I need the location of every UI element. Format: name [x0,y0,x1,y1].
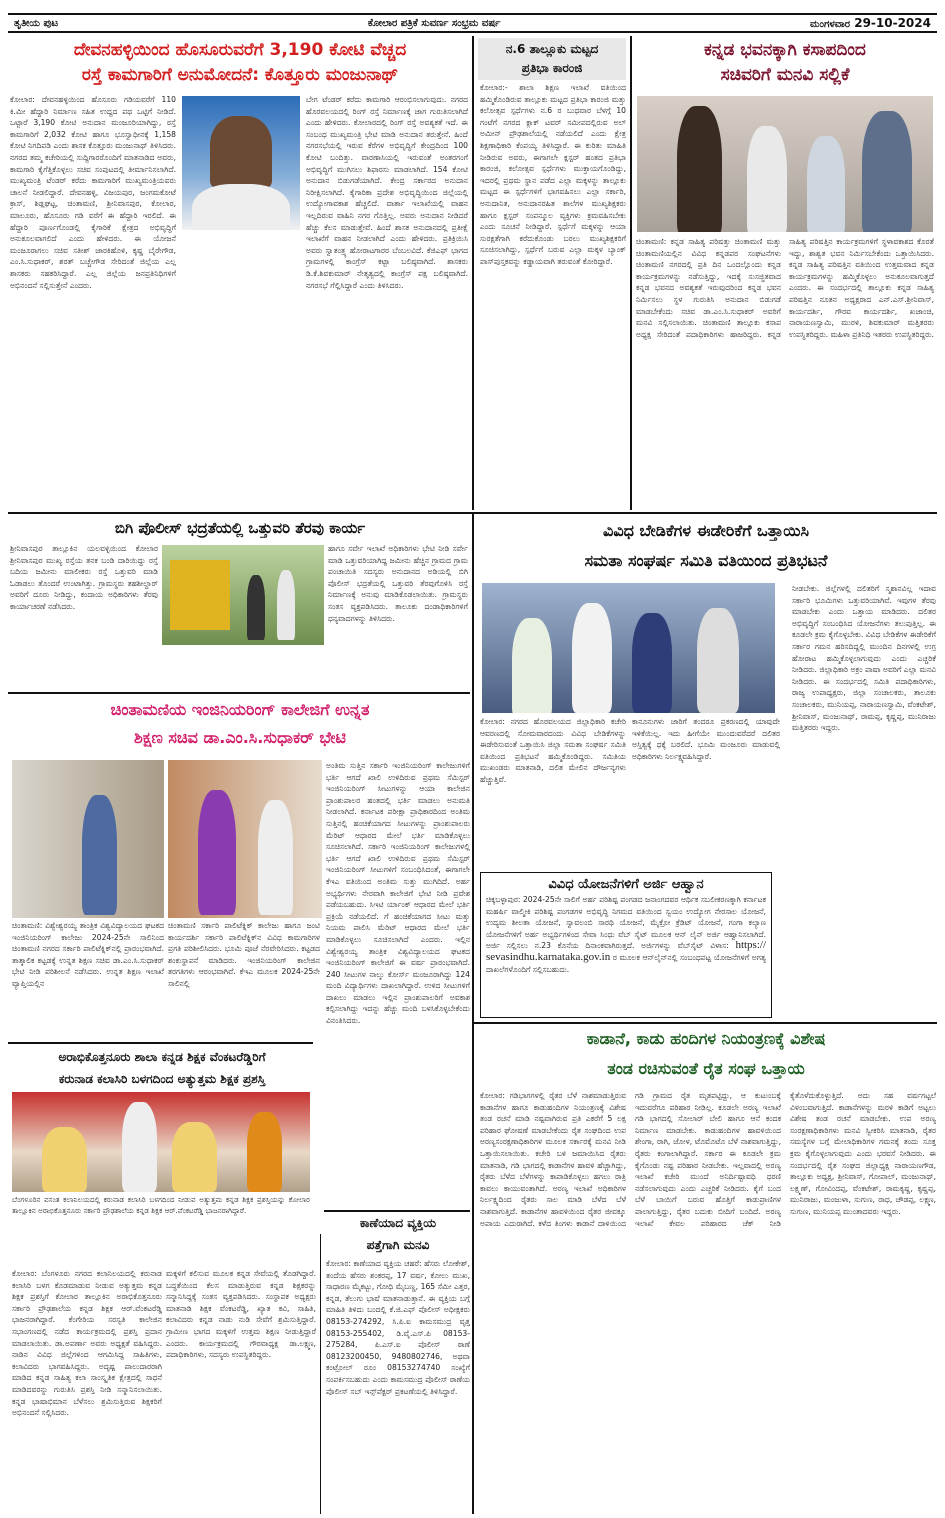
url-link[interactable]: https:// sevasindhu.karnataka.gov.in [486,939,766,963]
notice-headline: ವಿವಿಧ ಯೋಜನೆಗಳಿಗೆ ಅರ್ಜಿ ಆಹ್ವಾನ [548,877,704,892]
page-header [8,13,937,33]
news-photo [162,545,324,645]
portrait-photo [182,96,300,230]
article-body: ಶ್ರೀನಿವಾಸಪುರ ತಾಲ್ಲೂಕಿನ ಯಲವಳ್ಳಿಯಿಂದ ಕೋಲಾರ ಶ್ರೀನಿವಾಸಪುರ ಮುಖ್ಯ ರಸ್ತೆಯ ತನಕ ಬಂಡಿ ದಾರಿಯಿದ್ದು ರಸ್ತೆ ಬದಿಯ ಜಮೀನು ಮಾಲೀಕರು ರಸ್ತೆ ಒತ್ತುವರಿ ಮಾಡಿ ಓಡಾಡಲು ತೊಂದರೆ ಉಂಟಾಗಿತ್ತು. ಗ್ರಾಮಸ್ಥರು ತಹಶೀಲ್ದಾರ್ ಅವರಿಗೆ ದೂರು ನೀಡಿದ್ದು, ಕಂದಾಯ ಅಧಿಕಾರಿಗಳು ತೆರವು ಕಾರ್ಯಾಚರಣೆ ನಡೆಸಿದರು. [10,544,158,611]
divider [8,1042,313,1044]
date [810,16,931,30]
article-headline: ದೇವನಹಳ್ಳಿಯಿಂದ ಹೊಸೂರುವರೆಗೆ 3,190 ಕೋಟಿ ವೆಚ್ಚದ ರಸ್ತೆ ಕಾಮಗಾರಿಗೆ ಅನುಮೋದನೆ: ಕೊತ್ತೂರು ಮಂಜುನಾಥ್ [73,40,407,85]
article-body: ಕೋಲಾರ: ನಗರದ ಹೊರವಲಯದ ಜಿಲ್ಲಾಧಿಕಾರಿ ಕಚೇರಿ ಆವರಣದಲ್ಲಿ ಸೋಮವಾರದಂದು ವಿವಿಧ ಬೇಡಿಕೆಗಳನ್ನು ಈಡೇರಿಸುವಂತೆ ಒತ್ತಾಯಿಸಿ ಜಿಲ್ಲಾ ಸಮತಾ ಸಂಘರ್ಷ ಸಮಿತಿ ವತಿಯಿಂದ ಪ್ರತಿಭಟನೆ ಹಮ್ಮಿಕೊಂಡಿದ್ದರು. ಸಮಿತಿಯ ಮುಖಂಡರು ಮಾತನಾಡಿ, ದಲಿತ ಮೇಲಿನ ದೌರ್ಜನ್ಯಗಳು ಹೆಚ್ಚುತ್ತಿವೆ. [480,717,626,784]
article-headline: ಕಾಡಾನೆ, ಕಾಡು ಹಂದಿಗಳ ನಿಯಂತ್ರಣಕ್ಕೆ ವಿಶೇಷ ತಂಡ ರಚಿಸುವಂತೆ ರೈತ ಸಂಘ ಒತ್ತಾಯ [586,1029,826,1078]
article-body: ಚಿಂತಾಮಣಿ: ವಿಶ್ವೇಶ್ವರಯ್ಯ ತಾಂತ್ರಿಕ ವಿಶ್ವವಿದ್ಯಾಲಯದ ಘಟಕದ ಇಂಜಿನಿಯರಿಂಗ್ ಕಾಲೇಜು 2024-25ನೇ ಸಾಲಿನಿಂದ ಚಿಂತಾಮಣಿ ನಗರದ ಸರ್ಕಾರಿ ಪಾಲಿಟೆಕ್ನಿಕ್‌ನಲ್ಲಿ ಪ್ರಾರಂಭವಾಗಿದೆ. ತಾತ್ಕಾಲಿಕ ಕಟ್ಟಡಕ್ಕೆ ಉನ್ನತ ಶಿಕ್ಷಣ ಸಚಿವ ಡಾ.ಎಂ.ಸಿ.ಸುಧಾಕರ್ ಭೇಟಿ ನೀಡಿ ಪರಿಶೀಲನೆ ನಡೆಸಿದರು. ಉನ್ನತ ಶಿಕ್ಷಣ ಇಲಾಖೆ ವ್ಯಾಪ್ತಿಯಲ್ಲಿನ [12,921,164,988]
divider [472,514,474,1514]
date-value: 29-10-2024 [854,16,931,30]
news-photo [637,96,933,232]
article-body: ಕೋಲಾರ: ದೇವನಹಳ್ಳಿಯಿಂದ ಹೊಸೂರು ಗಡಿಯವರೆಗೆ 110 ಕಿ.ಮೀ ಹೆದ್ದಾರಿ ನಿರ್ಮಾಣ ಸಹಿತ ಉದ್ದದ ಪಥ ಒಟ್ಟಿಗೆ ನೀಡಿದೆ. ಒಟ್ಟಾರೆ 3,190 ಕೋಟಿ ಅನುದಾನ ಮಂಜೂರಿಯಾಗಿದ್ದು, ರಸ್ತೆ ಕಾಮಗಾರಿಗೆ 2,032 ಕೋಟಿ ಹಾಗೂ ಭೂಸ್ವಾಧೀನಕ್ಕೆ 1,158 ಕೋಟಿ ನಿಗದಿಪಡಿ ಎಂದು ಶಾಸಕ ಕೊತ್ತೂರು ಮಂಜುನಾಥ್ ತಿಳಿಸಿದರು. ನಗರದ ತಮ್ಮ ಕಚೇರಿಯಲ್ಲಿ ಸುದ್ದಿಗಾರರೊಂದಿಗೆ ಮಾತನಾಡಿದ ಅವರು, ಕಾಮಗಾರಿ ಕೈಗೆತ್ತಿಕೊಳ್ಳಲು ಸಚಿವ ಸಂಪುಟದಲ್ಲಿ ತೀರ್ಮಾನಿಸಲಾಗಿದೆ. ಮುಖ್ಯಮಂತ್ರಿ ಟೆಂಡರ್ ಕರೆದು ಕಾಮಗಾರಿಗೆ ಮುಖ್ಯಮಂತ್ರಿಯವರು ಚಾಲನೆ ನೀಡಲಿದ್ದಾರೆ. ದೇವನಹಳ್ಳಿ, ವಿಜಯಪುರ, ಜಂಗಮಕೋಟೆ ಕ್ರಾಸ್, ಶಿಡ್ಲಘಟ್ಟ, ಚಿಂತಾಮಣಿ, ಶ್ರೀನಿವಾಸಪುರ, ಕೋಲಾರ, ಮಾಲೂರು, ಹೊಸೂರು ಗಡಿ ವರೆಗೆ ಈ ಹೆದ್ದಾರಿ ಇರಲಿದೆ. ಈ ಹೆದ್ದಾರಿ ಪೂರ್ಣಗೊಂಡಲ್ಲಿ ಕೈಗಾರಿಕೆ ಕ್ಷೇತ್ರದ ಅಭಿವೃದ್ಧಿಗೆ ಅನುಕೂಲವಾಗಲಿದೆ ಎಂದು ಹೇಳಿದರು. ಈ ಯೋಜನೆ ಮಂಜೂರಾಗಲು ಸಚಿವ ಸತೀಶ್ ಜಾರಕಿಹೊಳಿ, ಕೃಷ್ಣ ಬೈರೇಗೌಡ, ಎಂ.ಸಿ.ಸುಧಾಕರ್, ಶರತ್ ಬಚ್ಚೇಗೌಡ ಸೇರಿದಂತೆ ಜಿಲ್ಲೆಯ ಎಲ್ಲ ಶಾಸಕರು ಸಹಕರಿಸಿದ್ದಾರೆ. ಎಲ್ಲ ಜಿಲ್ಲೆಯ ಜನಪ್ರತಿನಿಧಿಗಳಿಗೆ ಅಭಿನಂದನೆ ಸಲ್ಲಿಸುತ್ತೇನೆ ಎಂದರು. [10,95,176,290]
article-body: ಮಕ್ಕಳಿಗೆ ಕಲಿಸುವ ಮೂಲಕ ಕನ್ನಡ ಸೇವೆಯಲ್ಲಿ ತೊಡಗಿದ್ದಾರೆ. ಬದ್ಧತೆಯಿಂದ ಕೆಲಸ ಮಾಡುತ್ತಿರುವ ಕನ್ನಡ ಶಿಕ್ಷಕರನ್ನು ಸನ್ಮಾನಿಸಿದ್ದಕ್ಕೆ ಸಂತಸ ವ್ಯಕ್ತಪಡಿಸಿದರು. ಸಂಸ್ಥಾಪಕ ಅಧ್ಯಕ್ಷರು ಮಾತನಾಡಿ ಶಿಕ್ಷಕ ವೆಂಕಟರೆಡ್ಡಿ, ಖ್ಯಾತ ಕವಿ, ಸಾಹಿತಿ, ಕಲಾವಿದರು ಕನ್ನಡ ನಾಡು ನುಡಿ ಸೇವೆಗೆ ಶ್ರಮಿಸುತ್ತಿದ್ದಾರೆ. ಗ್ರಾಮೀಣ ಭಾಗದ ಮಕ್ಕಳಿಗೆ ಉತ್ತಮ ಶಿಕ್ಷಣ ನೀಡುತ್ತಿದ್ದಾರೆ ಎಂದರು. ಕಾರ್ಯಕ್ರಮದಲ್ಲಿ ಗೌರವಾಧ್ಯಕ್ಷ ಡಾ.ಲಕ್ಷ್ಮಣ, ಪದಾಧಿಕಾರಿಗಳು, ಸದಸ್ಯರು ಉಪಸ್ಥಿತರಿದ್ದರು. [166,1269,316,1360]
article-body: ಹಾಗೂ ಸರ್ವೇ ಇಲಾಖೆ ಅಧಿಕಾರಿಗಳು ಭೇಟಿ ನೀಡಿ ಸರ್ವೇ ಮಾಡಿ ಒತ್ತುವರಿಯಾಗಿದ್ದ ಜಮೀನು ಹೆಚ್ಚಿನ ಗ್ರಾಮದ ಗ್ರಾಮ ಪಂಚಾಯಿತಿ ಸದಸ್ಯರು ಅನುದಾನದ ಅಡಿಯಲ್ಲಿ ಬಿಗಿ ಪೊಲೀಸ್ ಭದ್ರತೆಯಲ್ಲಿ ಒತ್ತುವರಿ ತೆರವುಗೊಳಿಸಿ ರಸ್ತೆ ನಿರ್ಮಾಣಕ್ಕೆ ಅನುವು ಮಾಡಿಕೊಡಲಾಯಿತು. ಗ್ರಾಮಸ್ಥರು ಸಂತಸ ವ್ಯಕ್ತಪಡಿಸಿದರು. ತಾಲೂಕು ದಂಡಾಧಿಕಾರಿಗಳಿಗೆ ಧನ್ಯವಾದಗಳನ್ನು ತಿಳಿಸಿದರು. [328,544,468,623]
news-photo [168,760,322,918]
day: ಮಂಗಳವಾರ [810,19,851,30]
article-headline: ಚಿಂತಾಮಣಿಯ ಇಂಜಿನಿಯರಿಂಗ್ ಕಾಲೇಜಿಗೆ ಉನ್ನತ ಶಿಕ್ಷಣ ಸಚಿವ ಡಾ.ಎಂ.ಸಿ.ಸುಧಾಕರ್ ಭೇಟಿ [110,700,370,747]
article-body: ಅಂತಿಮ ಸುತ್ತಿನ ಸರ್ಕಾರಿ ಇಂಜಿನಿಯರಿಂಗ್ ಕಾಲೇಜುಗಳಿಗೆ ಭರ್ತಿ ಆಗದೆ ಖಾಲಿ ಉಳಿದಿರುವ ಪ್ರಥಮ ಸೆಮಿಸ್ಟರ್ ಇಂಜಿನಿಯರಿಂಗ್ ಸೀಟುಗಳನ್ನು ಆಯಾ ಕಾಲೇಜಿನ ಪ್ರಾಂಶುಪಾಲರ ಹಂತದಲ್ಲಿ ಭರ್ತಿ ಮಾಡಲು ಅನುಮತಿ ನೀಡಲಾಗಿದೆ. ಕರ್ನಾಟಕ ಪರೀಕ್ಷಾ ಪ್ರಾಧಿಕಾರದಿಂದ ಅಂತಿಮ ಸುತ್ತಿನಲ್ಲಿ ಹಂಚಿಕೆಯಾಗದ ಸೀಟುಗಳನ್ನು ಪ್ರಾಂಶುಪಾಲರು ಮೆರಿಟ್ ಆಧಾರದ ಮೇಲೆ ಭರ್ತಿ ಮಾಡಿಕೊಳ್ಳಲು ಸೂಚಿಸಲಾಗಿದೆ. ಸರ್ಕಾರಿ ಇಂಜಿನಿಯರಿಂಗ್ ಕಾಲೇಜುಗಳಲ್ಲಿ ಭರ್ತಿ ಆಗದೆ ಖಾಲಿ ಉಳಿದಿರುವ ಪ್ರಥಮ ಸೆಮಿಸ್ಟರ್ ಇಂಜಿನಿಯರಿಂಗ್ ಸೀಟುಗಳಿಗೆ ಸಂಬಂಧಿಸಿದಂತೆ, ಈಗಾಗಲೇ ಕೆಇಎ ವತಿಯಿಂದ ಅಂತಿಮ ಸುತ್ತು ಮುಗಿದಿದೆ. ಅರ್ಹ ಅಭ್ಯರ್ಥಿಗಳು ನೇರವಾಗಿ ಕಾಲೇಜಿಗೆ ಭೇಟಿ ನೀಡಿ ಪ್ರವೇಶ ಪಡೆಯಬಹುದು. ಸಿಇಟಿ ರ್ಯಾಂಕ್ ಆಧಾರದ ಮೇಲೆ ಭರ್ತಿ ಪ್ರಕ್ರಿಯೆ ನಡೆಯಲಿದೆ. ಗೆ ಹಂಚಿಕೆಯಾಗದ ಸೀಟು ಮತ್ತು ನಿಯಮ ಪಾಲಿಸಿ ಮೆರಿಟ್ ಆಧಾರದ ಮೇಲೆ ಭರ್ತಿ ಮಾಡಿಕೊಳ್ಳಲು ಸೂಚಿಸಲಾಗಿದೆ ಎಂದರು. ಇಲ್ಲಿನ ವಿಶ್ವೇಶ್ವರಯ್ಯ ತಾಂತ್ರಿಕ ವಿಶ್ವವಿದ್ಯಾಲಯದ ಘಟಕದ ಇಂಜಿನಿಯರಿಂಗ್ ಕಾಲೇಜಿಗೆ ಈ ವರ್ಷ ಪ್ರಾರಂಭವಾಗಿದೆ. 240 ಸೀಟುಗಳ ನಾಲ್ಕು ಕೋರ್ಸ್ ಮಂಜೂರಾಗಿದ್ದು 124 ಮಂದಿ ವಿದ್ಯಾರ್ಥಿಗಳು ದಾಖಲಾಗಿದ್ದಾರೆ. ಉಳಿದ ಸೀಟುಗಳಿಗೆ ದಾಖಲು ಮಾಡಲು ಇಲ್ಲಿನ ಪ್ರಾಂಶುಪಾಲರಿಗೆ ಅವಕಾಶ ಕಲ್ಪಿಸಲಾಗಿದ್ದು ಇದನ್ನು ಹೆಚ್ಚು ಮಂದಿ ಬಳಸಿಕೊಳ್ಳಬೇಕೆಂದು ವಿನಂತಿಸಿದರು. [326,761,470,1026]
divider [320,1234,321,1514]
article-headline: ಬಿಗಿ ಪೊಲೀಸ್ ಭದ್ರತೆಯಲ್ಲಿ ಒತ್ತುವರಿ ತೆರವು ಕಾರ್ಯ [114,519,366,537]
article-body: ಚಿಂತಾಮಣಿ: ಕನ್ನಡ ಸಾಹಿತ್ಯ ಪರಿಷತ್ತು ಚಿಂತಾಮಣಿ ಮತ್ತು ಚಿಂತಾಮಣಿಯಲ್ಲಿನ ವಿವಿಧ ಕನ್ನಡಪರ ಸಂಘಟನೆಗಳು ಚಿಂತಾಮಣಿ ನಗರದಲ್ಲಿ ಪ್ರತಿ ದಿನ ಒಂದಲ್ಲೊಂದು ಕನ್ನಡ ಕಾರ್ಯಕ್ರಮಗಳನ್ನು ನಡೆಸುತ್ತಿದ್ದು, ಇದಕ್ಕೆ ಸುಸಜ್ಜಿತವಾದ ಕನ್ನಡ ಭವನದ ಅವಶ್ಯಕತೆ ಇರುವುದರಿಂದ ಕನ್ನಡ ಭವನ ನಿರ್ಮಿಸಲು ಸ್ಥಳ ಗುರುತಿಸಿ ಅನುದಾನ ಬಿಡುಗಡೆ ಮಾಡಬೇಕೆಂದು ಸಚಿವ ಡಾ.ಎಂ.ಸಿ.ಸುಧಾಕರ್ ಅವರಿಗೆ ಮನವಿ ಸಲ್ಲಿಸಲಾಯಿತು. ಚಿಂತಾಮಣಿ ತಾಲ್ಲೂಕು ಕಸಾಪ ಅಧ್ಯಕ್ಷ ಸೇರಿದಂತೆ ಪದಾಧಿಕಾರಿಗಳು ಹಾಜರಿದ್ದರು. ಕನ್ನಡ ಸಾಹಿತ್ಯ ಪರಿಷತ್ತಿನ ಕಾರ್ಯಕ್ರಮಗಳಿಗೆ ಸ್ಥಳಾವಕಾಶದ ಕೊರತೆ ಇದ್ದು, ಶಾಶ್ವತ ಭವನ ನಿರ್ಮಿಸಬೇಕೆಂದು ಒತ್ತಾಯಿಸಿದರು. ಕನ್ನಡ ಸಾಹಿತ್ಯ ಪರಿಷತ್ತಿನ ವತಿಯಿಂದ ಉತ್ತಮವಾದ ಕನ್ನಡ ಕಾರ್ಯಕ್ರಮಗಳನ್ನು ಹಮ್ಮಿಕೊಳ್ಳಲು ಅನುಕೂಲವಾಗುತ್ತದೆ ಎಂದರು. ಈ ಸಂದರ್ಭದಲ್ಲಿ ತಾಲ್ಲೂಕು ಕನ್ನಡ ಸಾಹಿತ್ಯ ಪರಿಷತ್ತಿನ ನೂತನ ಅಧ್ಯಕ್ಷರಾದ ಎನ್.ಎಸ್.ಶ್ರೀನಿವಾಸ್, ಕಾರ್ಯದರ್ಶಿ, ಗೌರವ ಕಾರ್ಯದರ್ಶಿ, ಖಜಾಂಚಿ, ನಾರಾಯಣಸ್ವಾಮಿ, ಮುರಳಿ, ಶಿವಕುಮಾರ್ ಮತ್ತಿತರರು ಉಪಸ್ಥಿತರಿದ್ದರು. ಮಹಿಳಾ ಪ್ರತಿನಿಧಿ ಇತರರು ಉಪಸ್ಥಿತರಿದ್ದರು. [636,237,934,339]
article-headline: ಕನ್ನಡ ಭವನಕ್ಕಾಗಿ ಕಸಾಪದಿಂದ ಸಚಿವರಿಗೆ ಮನವಿ ಸಲ್ಲಿಕೆ [704,40,866,85]
divider [472,36,474,510]
article-headline: ನ.6 ತಾಲ್ಲೂಕು ಮಟ್ಟದ ಪ್ರತಿಭಾ ಕಾರಂಜಿ [505,42,599,75]
article-headline: ಕಾಣೆಯಾದ ವ್ಯಕ್ತಿಯ ಪತ್ತೆಗಾಗಿ ಮನವಿ [359,1216,437,1252]
article-headline: ಅರಾಭಿಕೊತ್ತನೂರು ಶಾಲಾ ಕನ್ನಡ ಶಿಕ್ಷಕ ವೆಂಕಟರೆಡ್ಡಿರಿಗೆ ಕರುನಾಡ ಕಲಾಸಿರಿ ಬಳಗದಿಂದ ಅತ್ಯುತ್ತಮ ಶಿಕ್ಷಕ ಪ್ರಶಸ್ತಿ [58,1050,266,1086]
article-body: ಬೇಗ ಟೆಂಡರ್ ಕರೆದು ಕಾಮಗಾರಿ ಆರಂಭಿಸಲಾಗುವುದು. ನಗರದ ಹೊರವಲಯದಲ್ಲಿ ರಿಂಗ್ ರಸ್ತೆ ನಿರ್ಮಾಣಕ್ಕೆ ಜಾಗ ಗುರುತಿಸಲಾಗಿದೆ ಎಂದು ಹೇಳಿದರು. ಕೋಲಾರದಲ್ಲಿ ರಿಂಗ್ ರಸ್ತೆ ಅವಶ್ಯಕತೆ ಇದೆ. ಈ ಸಂಬಂಧ ಮುಖ್ಯಮಂತ್ರಿ ಭೇಟಿ ಮಾಡಿ ಅನುದಾನ ತರುತ್ತೇನೆ. ಹಿಂದೆ ನಗರಸಭೆಯಲ್ಲಿ ಇರುವ ಕೆರೆಗಳ ಅಭಿವೃದ್ಧಿಗೆ ಕೇಂದ್ರದಿಂದ 100 ಕೋಟಿ ಬಂದಿತ್ತು. ವಾರಣಾಸಿಯಲ್ಲಿ ಇರುವಂತೆ ಅಂತರಗಂಗೆ ಅಭಿವೃದ್ಧಿಗೆ ಮುಗಿಸಲು ಶಿಫಾರಸು ಮಾಡಲಾಗಿದೆ. 154 ಕೋಟಿ ಅನುದಾನ ಬಿಡುಗಡೆಯಾಗಿದೆ. ಕೇಂದ್ರ ಸರ್ಕಾರದ ಅನುದಾನ ನಿರೀಕ್ಷಿಸಲಾಗಿದೆ. ಕೈಗಾರಿಕಾ ಪ್ರದೇಶ ಅಭಿವೃದ್ಧಿಯಿಂದ ಜಿಲ್ಲೆಯಲ್ಲಿ ಉದ್ಯೋಗಾವಕಾಶ ಹೆಚ್ಚಲಿದೆ. ವಾರ್ತಾ ಇಲಾಖೆಯಲ್ಲಿ ವಾಹನ ಇಲ್ಲದಿರುವ ವಾಹಿನಿ ನಗರ ಗೊತ್ತಿಲ್ಲ. ಅವರು ಅನುದಾನ ನೀಡಿದರೆ ಹೆಚ್ಚು ಕೆಲಸ ಮಾಡುತ್ತೇವೆ. ಹಿಂದೆ ಶಾಸಕ ಅನುದಾನದಲ್ಲಿ ಪ್ರತೀಕ್ಷೆ ಇಲಾಖೆಗೆ ವಾಹನ ನೀಡಲಾಗಿದೆ ಎಂದು ಹೇಳಿದರು. ಪ್ರತಿಕ್ರಿಯಿಸಿ ಅವರು ಸ್ವಾತಂತ್ರ್ಯ ಹೋರಾಟಗಾರರ ಬೆಂಬಲವಿದೆ. ಕೆಜಿಎಫ್ ಭಾಗದ ಗ್ರಾಮಗಳಲ್ಲಿ ಕಾಂಗ್ರೆಸ್ ಕಟ್ಟಾ ಬಲಿಷ್ಠವಾಗಿದೆ. ಶಾಸಕರು ಡಿ.ಕೆ.ಶಿವಕುಮಾರ್ ನೇತೃತ್ವದಲ್ಲಿ ಕಾಂಗ್ರೆಸ್ ಪಕ್ಷ ಬಲಿಷ್ಠವಾಗಿದೆ. ನಗರಸಭೆ ಗೆಲ್ಲಿಸಿದ್ದಾರೆ ಎಂದು ತಿಳಿಸಿದರು. [306,95,468,290]
photo-caption: ಬೆಂಗಳೂರಿನ ವಸಂತ ಕಲಾನಿಲಯದಲ್ಲಿ ಕರುನಾಡ ಕಲಾಸಿರಿ ಬಳಗದಿಂದ ನೀಡುವ ಅತ್ಯುತ್ತಮ ಕನ್ನಡ ಶಿಕ್ಷಕ ಪ್ರಶಸ್ತಿಯನ್ನು ಕೋಲಾರ ತಾಲ್ಲೂಕಿನ ಅರಾಭಿಕೊತ್ತನೂರು ಸರ್ಕಾರಿ ಪ್ರೌಢಶಾಲೆಯ ಕನ್ನಡ ಶಿಕ್ಷಕ ಆರ್.ವೆಂಕಟರೆಡ್ಡಿ ಭಾಜನರಾಗಿದ್ದಾರೆ. [12,1195,310,1215]
article-headline: ವಿವಿಧ ಬೇಡಿಕೆಗಳ ಈಡೇರಿಕೆಗೆ ಒತ್ತಾಯಿಸಿ ಸಮತಾ ಸಂಘರ್ಷ ಸಮಿತಿ ವತಿಯಿಂದ ಪ್ರತಿಭಟನೆ [584,521,828,570]
article-body: ಕೋಲಾರ: ಗಡಿಭಾಗಗಳಲ್ಲಿ ರೈತರ ಬೆಳೆ ನಾಶಮಾಡುತ್ತಿರುವ ಕಾಡಾನೆಗಳ ಹಾಗೂ ಕಾಡುಹಂದಿಗಳ ನಿಯಂತ್ರಣಕ್ಕೆ ವಿಶೇಷ ತಂಡ ರಚನೆ ಮಾಡಿ ನಷ್ಟವಾಗಿರುವ ಪ್ರತಿ ಎಕರೆಗೆ 5 ಲಕ್ಷ ಪರಿಹಾರ ಘೋಷಣೆ ಮಾಡಬೇಕೆಂದು ರೈತ ಸಂಘದಿಂದ ಉಪ ಅರಣ್ಯಸಂರಕ್ಷಣಾಧಿಕಾರಿಗಳ ಮೂಲಕ ಸರ್ಕಾರಕ್ಕೆ ಮನವಿ ನೀಡಿ ಒತ್ತಾಯಿಸಲಾಯಿತು. ಕಚೇರಿ ಬಳಿ ಜಮಾಯಿಸಿದ ರೈತರು ಮಾತನಾಡಿ, ಗಡಿ ಭಾಗದಲ್ಲಿ ಕಾಡಾನೆಗಳ ಹಾವಳಿ ಹೆಚ್ಚಾಗಿದ್ದು, ರೈತರು ಬೆಳೆದ ಬೆಳೆಗಳನ್ನು ಕಾಪಾಡಿಕೊಳ್ಳಲು ಹಗಲು ರಾತ್ರಿ ಕಾವಲು ಕಾಯುವಂತಾಗಿದೆ. ಅರಣ್ಯ ಇಲಾಖೆ ಅಧಿಕಾರಿಗಳ ನಿರ್ಲಕ್ಷ್ಯದಿಂದ ರೈತರು ಸಾಲ ಮಾಡಿ ಬೆಳೆದ ಬೆಳೆ ನಾಶವಾಗುತ್ತಿದೆ. ಕಾಡಾನೆಗಳ ಹಾವಳಿಯಿಂದ ರೈತರ ಜೀವಕ್ಕೂ ಅಪಾಯ ಎದುರಾಗಿದೆ. ಕಳೆದ ತಿಂಗಳು ಕಾಡಾನೆ ದಾಳಿಯಿಂದ ಗಡಿ ಗ್ರಾಮದ ರೈತ ಮೃತಪಟ್ಟಿದ್ದು, ಆ ಕುಟುಂಬಕ್ಕೆ ಇದುವರೆಗೂ ಪರಿಹಾರ ನೀಡಿಲ್ಲ. ಕೂಡಲೇ ಅರಣ್ಯ ಇಲಾಖೆ ಗಡಿ ಭಾಗದಲ್ಲಿ ಸೋಲಾರ್ ಬೇಲಿ ಹಾಗೂ ಆನೆ ಕಂದಕ ನಿರ್ಮಾಣ ಮಾಡಬೇಕು. ಕಾಡುಹಂದಿಗಳ ಹಾವಳಿಯಿಂದ ಶೇಂಗಾ, ರಾಗಿ, ಜೋಳ, ಟೊಮೊಟೊ ಬೆಳೆ ನಾಶವಾಗುತ್ತಿದ್ದು, ರೈತರು ಕಂಗಾಲಾಗಿದ್ದಾರೆ. ಸರ್ಕಾರ ಈ ಕೂಡಲೇ ಕ್ರಮ ಕೈಗೊಂಡು ನಷ್ಟ ಪರಿಹಾರ ನೀಡಬೇಕು. ಇಲ್ಲವಾದಲ್ಲಿ ಅರಣ್ಯ ಇಲಾಖೆ ಕಚೇರಿ ಮುಂದೆ ಅನಿರ್ದಿಷ್ಟಾವಧಿ ಧರಣಿ ನಡೆಸಲಾಗುವುದು ಎಂದು ಎಚ್ಚರಿಕೆ ನೀಡಿದರು. ಕೈಗೆ ಬಂದ ಬೆಳೆ ಬಾಯಿಗೆ ಬರುವ ಹೊತ್ತಿಗೆ ಕಾಡುಪ್ರಾಣಿಗಳ ಪಾಲಾಗುತ್ತಿದ್ದು, ರೈತರ ಬದುಕು ಬೀದಿಗೆ ಬಂದಿದೆ. ಅರಣ್ಯ ಇಲಾಖೆ ಕೇವಲ ಪರಿಹಾರದ ಚೆಕ್ ನೀಡಿ ಕೈತೊಳೆದುಕೊಳ್ಳುತ್ತಿದೆ. ಅದು ಸಹ ವರ್ಷಗಟ್ಟಲೆ ವಿಳಂಬವಾಗುತ್ತಿದೆ. ಕಾಡಾನೆಗಳನ್ನು ಮರಳಿ ಕಾಡಿಗೆ ಅಟ್ಟಲು ವಿಶೇಷ ತಂಡ ರಚನೆ ಮಾಡಬೇಕು. ಉಪ ಅರಣ್ಯ ಸಂರಕ್ಷಣಾಧಿಕಾರಿಗಳು ಮನವಿ ಸ್ವೀಕರಿಸಿ ಮಾತನಾಡಿ, ರೈತರ ಸಮಸ್ಯೆಗಳ ಬಗ್ಗೆ ಮೇಲಾಧಿಕಾರಿಗಳ ಗಮನಕ್ಕೆ ತಂದು ಸೂಕ್ತ ಕ್ರಮ ಕೈಗೊಳ್ಳಲಾಗುವುದು ಎಂದು ಭರವಸೆ ನೀಡಿದರು. ಈ ಸಂದರ್ಭದಲ್ಲಿ ರೈತ ಸಂಘದ ಜಿಲ್ಲಾಧ್ಯಕ್ಷ ನಾರಾಯಣಗೌಡ, ತಾಲ್ಲೂಕು ಅಧ್ಯಕ್ಷ, ಶ್ರೀನಿವಾಸ್, ಗೋಪಾಲ್, ಮಂಜುನಾಥ್, ಲಕ್ಷ್ಮಣ್, ಗೋವಿಂದಪ್ಪ, ವೆಂಕಟೇಶ್, ರಾಮಕೃಷ್ಣ, ಕೃಷ್ಣಪ್ಪ, ಮುನಿರಾಜು, ಮಂಜುಳಾ, ಸುಗುಣ, ರಾಧ, ಚೌಡಪ್ಪ, ಲಕ್ಷ್ಮಣ, ಸುಗುಣ, ಮುನಿಯಪ್ಪ ಮುಂತಾದವರು ಇದ್ದರು. [480,1091,936,1228]
article-body: ಚಿಂತಾಮಣಿ ಸರ್ಕಾರಿ ಪಾಲಿಟೆಕ್ನಿಕ್ ಕಾಲೇಜು ಹಾಗೂ ಜಂಟಿ ಕಾರ್ಯದರ್ಶಿ ಸರ್ಕಾರಿ ಪಾಲಿಟೆಕ್ನಿಕ್‌ನ ವಿವಿಧ ಕಾಮಗಾರಿಗಳ ಪ್ರಗತಿ ಪರಿಶೀಲಿಸಿದರು. ಭೂಮಿ ಪೂಜೆ ನೆರವೇರಿಸಿದರು. ಕಟ್ಟಡದ ಶಂಕುಸ್ಥಾಪನೆ ಮಾಡಿದರು. ಇಂಜಿನಿಯರಿಂಗ್ ಕಾಲೇಜಿನ ತರಗತಿಗಳು ಆರಂಭವಾಗಿವೆ. ಕೆಇಎ ಮೂಲಕ 2024-25ನೇ ಸಾಲಿನಲ್ಲಿ [168,921,320,988]
notice-box: ವಿವಿಧ ಯೋಜನೆಗಳಿಗೆ ಅರ್ಜಿ ಆಹ್ವಾನ ಚಿಕ್ಕಬಳ್ಳಾಪುರ: 2024-25ನೇ ಸಾಲಿಗೆ ಅರ್ಹ ಪರಿಶಿಷ್ಟ ಪಂಗಡದ ಜನಾಂಗದವರ ಆರ್ಥಿಕ ಸಬಲೀಕರಣಕ್ಕಾಗಿ ಕರ್ನಾಟಕ ಮಹರ್ಷಿ ವಾಲ್ಮೀಕಿ ಪರಿಶಿಷ್ಟ ಪಂಗಡಗಳ ಅಭಿವೃದ್ಧಿ ನಿಗಮದ ವತಿಯಿಂದ ಸ್ವಯಂ ಉದ್ಯೋಗ ನೇರಸಾಲ ಯೋಜನೆ, ಉದ್ಯಮ ಶೀಲತಾ ಯೋಜನೆ, ಸ್ವಾವಲಂಬಿ ಸಾರಥಿ ಯೋಜನೆ, ಮೈಕ್ರೋ ಕ್ರೆಡಿಟ್ ಯೋಜನೆ, ಗಂಗಾ ಕಲ್ಯಾಣ ಯೋಜನೆಗಳಿಗೆ ಅರ್ಹ ಅಭ್ಯರ್ಥಿಗಳಿಂದ ಸೇವಾ ಸಿಂಧು ವೆಬ್ ಸೈಟ್ ಮೂಲಕ ಆನ್ ಲೈನ್ ಅರ್ಜಿ ಆಹ್ವಾನಿಸಲಾಗಿದೆ. ಅರ್ಜಿ ಸಲ್ಲಿಸಲು ನ.23 ಕೊನೆಯ ದಿನಾಂಕವಾಗಿರುತ್ತದೆ. ಅರ್ಜಿಗಳನ್ನು ವೆಬ್‌ಸೈಟ್ ವಿಳಾಸ: https:// sevasindhu.karnataka.gov.in ರ ಮೂಲಕ ಆನ್‌ಲೈನ್‌ನಲ್ಲಿ ಸಂಬಂಧಪಟ್ಟ ಯೋಜನೆಗಳಿಗೆ ಅಗತ್ಯ ದಾಖಲೆಗಳೊಂದಿಗೆ ಸಲ್ಲಿಸಬಹುದು. [480,872,772,1018]
article-body: ಕೋಲಾರ:- ಶಾಲಾ ಶಿಕ್ಷಣ ಇಲಾಖೆ ವತಿಯಿಂದ ಹಮ್ಮಿಕೊಂಡಿರುವ ತಾಲ್ಲೂಕು ಮಟ್ಟದ ಪ್ರತಿಭಾ ಕಾರಂಜಿ ಮತ್ತು ಕಲೋತ್ಸವ ಸ್ಪರ್ಧೆಗಳು ನ.6 ರ ಬುಧವಾರ ಬೆಳಗ್ಗೆ 10 ಗಂಟೆಗೆ ನಗರದ ಕ್ಲಾಕ್ ಟವರ್ ಸಮೀಪದಲ್ಲಿರುವ ಅಲ್ ಅಮೀನ್ ಪ್ರೌಢಶಾಲೆಯಲ್ಲಿ ನಡೆಯಲಿದೆ ಎಂದು ಕ್ಷೇತ್ರ ಶಿಕ್ಷಣಾಧಿಕಾರಿ ಕೆಂಪಯ್ಯ ತಿಳಿಸಿದ್ದಾರೆ. ಈ ಕುರಿತು ಮಾಹಿತಿ ನೀಡಿರುವ ಅವರು, ಈಗಾಗಲೇ ಕ್ಲಸ್ಟರ್ ಹಂತದ ಪ್ರತಿಭಾ ಕಾರಂಜಿ, ಕಲೋತ್ಸವ ಸ್ಪರ್ಧೆಗಳು ಮುಕ್ತಾಯಗೊಂಡಿದ್ದು, ಇದರಲ್ಲಿ ಪ್ರಥಮ ಸ್ಥಾನ ಪಡೆದ ಎಲ್ಲಾ ಮಕ್ಕಳನ್ನು ತಾಲ್ಲೂಕು ಮಟ್ಟದ ಈ ಸ್ಪರ್ಧೆಗಳಿಗೆ ಭಾಗವಹಿಸಲು ಎಲ್ಲಾ ಸರ್ಕಾರಿ, ಅನುದಾನಿತ, ಅನುದಾನರಹಿತ ಶಾಲೆಗಳ ಮುಖ್ಯಶಿಕ್ಷಕರು ಹಾಗೂ ಕ್ಲಸ್ಟರ್ ಸಂಪನ್ಮೂಲ ವ್ಯಕ್ತಿಗಳು ಕ್ರಮವಹಿಸಬೇಕು ಎಂದು ಸೂಚನೆ ನೀಡಿದ್ದಾರೆ. ಸ್ಪರ್ಧೆಗೆ ಮಕ್ಕಳನ್ನು ಆಯಾ ಸುರಕ್ಷತೆಗಾಗಿ ಕರೆದುಕೊಂಡು ಬರಲು ಮುಖ್ಯಶಿಕ್ಷಕರಿಗೆ ಸೂಚಿಸಲಾಗಿದ್ದು, ಸ್ಪರ್ಧೆಗೆ ಬರುವ ಎಲ್ಲಾ ಮಕ್ಕಳ ಬ್ಯಾಂಕ್ ಪಾಸ್‌ಪುಸ್ತಕವನ್ನು ಕಡ್ಡಾಯವಾಗಿ ತರುವಂತೆ ಕೋರಿದ್ದಾರೆ. [480,83,626,266]
article-body: ನೀಡಬೇಕು. ಜಿಲ್ಲೆಗಳಲ್ಲಿ ದಲಿತರಿಗೆ ಸ್ಮಶಾನವಿಲ್ಲ ಇದಾವ ಸರ್ಕಾರಿ ಭೂಮಿಗಳು ಒತ್ತುವರಿಯಾಗಿವೆ. ಇವುಗಳ ತೆರವು ಮಾಡಬೇಕು ಎಂದು ಒತ್ತಾಯ ಮಾಡಿದರು. ದಲಿತರ ಅಭಿವೃದ್ಧಿಗೆ ಸಂಬಂಧಿಸಿದ ಯೋಜನೆಗಳು ತಲುಪುತ್ತಿಲ್ಲ. ಈ ಕೂಡಲೇ ಕ್ರಮ ಕೈಗೊಳ್ಳಬೇಕು. ವಿವಿಧ ಬೇಡಿಕೆಗಳ ಈಡೇರಿಕೆಗೆ ಸರ್ಕಾರ ಗಮನ ಹರಿಸದಿದ್ದಲ್ಲಿ ಮುಂದಿನ ದಿನಗಳಲ್ಲಿ ಉಗ್ರ ಹೋರಾಟ ಹಮ್ಮಿಕೊಳ್ಳಲಾಗುವುದು ಎಂದು ಎಚ್ಚರಿಕೆ ನೀಡಿದರು. ಜಿಲ್ಲಾಧಿಕಾರಿ ಅಕ್ರಂ ಪಾಷಾ ಅವರಿಗೆ ಎಲ್ಲಾ ಮನವಿ ನೀಡಿದರು. ಈ ಸಂದರ್ಭದಲ್ಲಿ ಸಮಿತಿ ಪದಾಧಿಕಾರಿಗಳು, ರಾಜ್ಯ ಉಪಾಧ್ಯಕ್ಷರು, ಜಿಲ್ಲಾ ಸಂಚಾಲಕರು, ತಾಲೂಕು ಸಂಚಾಲಕರು, ಮುನಿಯಪ್ಪ, ನಾರಾಯಣಸ್ವಾಮಿ, ವೆಂಕಟೇಶ್, ಶ್ರೀನಿವಾಸ್, ಮಂಜುನಾಥ್, ರಾಮಪ್ಪ, ಕೃಷ್ಣಪ್ಪ, ಮುನಿರಾಜು ಮತ್ತಿತರರು ಇದ್ದರು. [792,584,936,733]
divider [630,36,632,510]
news-photo [12,760,164,918]
masthead: ಕೋಲಾರ ಪತ್ರಿಕೆ ಸುವರ್ಣ ಸಂಭ್ರಮ ವರ್ಷ [367,17,501,29]
page-label: ತೃತೀಯ ಪುಟ [14,17,59,29]
divider [8,692,470,694]
news-photo [12,1092,310,1192]
article-body: ಕೋಲಾರ: ಬೆಂಗಳೂರು ನಗರದ ಕಲಾನಿಲಯದಲ್ಲಿ ಕರುನಾಡ ಕಲಾಸಿರಿ ಬಳಗ ಕೊಡಮಾಡುವ ನೀಡುವ ಅತ್ಯುತ್ತಮ ಕನ್ನಡ ಶಿಕ್ಷಕ ಪ್ರಶಸ್ತಿಗೆ ಕೋಲಾರ ತಾಲ್ಲೂಕಿನ ಅರಾಭಿಕೊತ್ತನೂರು ಸರ್ಕಾರಿ ಪ್ರೌಢಶಾಲೆಯ ಕನ್ನಡ ಶಿಕ್ಷಕ ಆರ್.ವೆಂಕಟರೆಡ್ಡಿ ಭಾಜನರಾಗಿದ್ದಾರೆ. ಕೆಂಗೇರಿಯ ಸರಸ್ವತಿ ಕಾಲೇಜಿನ ಸಭಾಂಗಣದಲ್ಲಿ ನಡೆದ ಕಾರ್ಯಕ್ರಮದಲ್ಲಿ ಪ್ರಶಸ್ತಿ ಪ್ರದಾನ ಮಾಡಲಾಯಿತು. ಡಾ.ಅಪರ್ಣಾ ಅವರು ಅಧ್ಯಕ್ಷತೆ ವಹಿಸಿದ್ದರು. ನಾಡಿನ ವಿವಿಧ ಜಿಲ್ಲೆಗಳಿಂದ ಆಗಮಿಸಿದ್ದ ಸಾಹಿತಿಗಳು, ಕಲಾವಿದರು ಭಾಗವಹಿಸಿದ್ದರು. ಅದೃಷ್ಟ ಪಾಲುದಾರರಾಗಿ ಮಾಡಿದ ಕನ್ನಡ ಸಾಹಿತ್ಯ ಕಲಾ ಸಾಂಸ್ಕೃತಿಕ ಕ್ಷೇತ್ರದಲ್ಲಿ ಸಾಧನೆ ಮಾಡಿದವರನ್ನು ಗುರುತಿಸಿ ಪ್ರಶಸ್ತಿ ನೀಡಿ ಸನ್ಮಾನಿಸಲಾಯಿತು. ಕನ್ನಡ ಭಾಷಾಭಿಮಾನ ಬೆಳೆಸಲು ಶ್ರಮಿಸುತ್ತಿರುವ ಶಿಕ್ಷಕರಿಗೆ ಅಭಿನಂದನೆ ಸಲ್ಲಿಸಿದರು. [12,1269,162,1418]
article-body: ಕೋಲಾರ: ಕಾಣೆಯಾದ ವ್ಯಕ್ತಿಯ ಚಹರೆ: ಹೆಸರು ಲೋಕೇಶ್, ತಂದೆಯ ಹೆಸರು ಶಂಕರಪ್ಪ, 17 ವರ್ಷ, ಕೋಲು ಮುಖ, ಸಾಧಾರಣ ಮೈಕಟ್ಟು, ಗೋಧಿ ಮೈಬಣ್ಣ, 165 ಸೆಮೀ ಎತ್ತರ, ಕನ್ನಡ, ತೆಲುಗು ಭಾಷೆ ಮಾತನಾಡುತ್ತಾನೆ. ಈ ವ್ಯಕ್ತಿಯ ಬಗ್ಗೆ ಮಾಹಿತಿ ತಿಳಿದು ಬಂದಲ್ಲಿ ಕೆ.ಜಿ.ಎಫ್ ಪೊಲೀಸ್ ಅಧೀಕ್ಷಕರು 08153-274292, ಸಿ.ಪಿ.ಐ ಕಾಮಸಮುದ್ರ ವೃತ್ತ 08153-255402, ಡಿ.ವೈ.ಎಸ್.ಪಿ 08153-275284, ಪಿ.ಎಸ್.ಐ ಪೊಲೀಸ್ ಠಾಣೆ 08123200450, 9480802746, ಅಥವಾ ಕಂಟ್ರೋಲ್ ರೂಂ 08153274740 ಸಂಖ್ಯೆಗೆ ಸಂಪರ್ಕಿಸಬಹುದು ಎಂದು ಕಾಮಸಮುದ್ರ ಪೊಲೀಸ್ ಠಾಣೆಯ ಪೊಲೀಸ್ ಸಬ್ ಇನ್ಸ್‌ಪೆಕ್ಟರ್ ಪ್ರಕಟಣೆಯಲ್ಲಿ ತಿಳಿಸಿದ್ದಾರೆ. [326,1259,470,1396]
news-photo [482,583,775,713]
article-body: ಕಾನೂನುಗಳು ಜಾರಿಗೆ ತಂದರೂ ಪ್ರಕರಣದಲ್ಲಿ ಯಾವುದೇ ಇಳಿಕೆಯಿಲ್ಲ. ಇದು ಹೀಗೆಯೇ ಮುಂದುವರೆದರೆ ದಲಿತರ ಅಸ್ತಿತ್ವಕ್ಕೆ ಧಕ್ಕೆ ಬರಲಿದೆ. ಭೂಮಿ ಮಂಜೂರು ಮಾಡುವಲ್ಲಿ ಅಧಿಕಾರಿಗಳು ನಿರ್ಲಕ್ಷ್ಯವಹಿಸಿದ್ದಾರೆ. [632,717,780,761]
